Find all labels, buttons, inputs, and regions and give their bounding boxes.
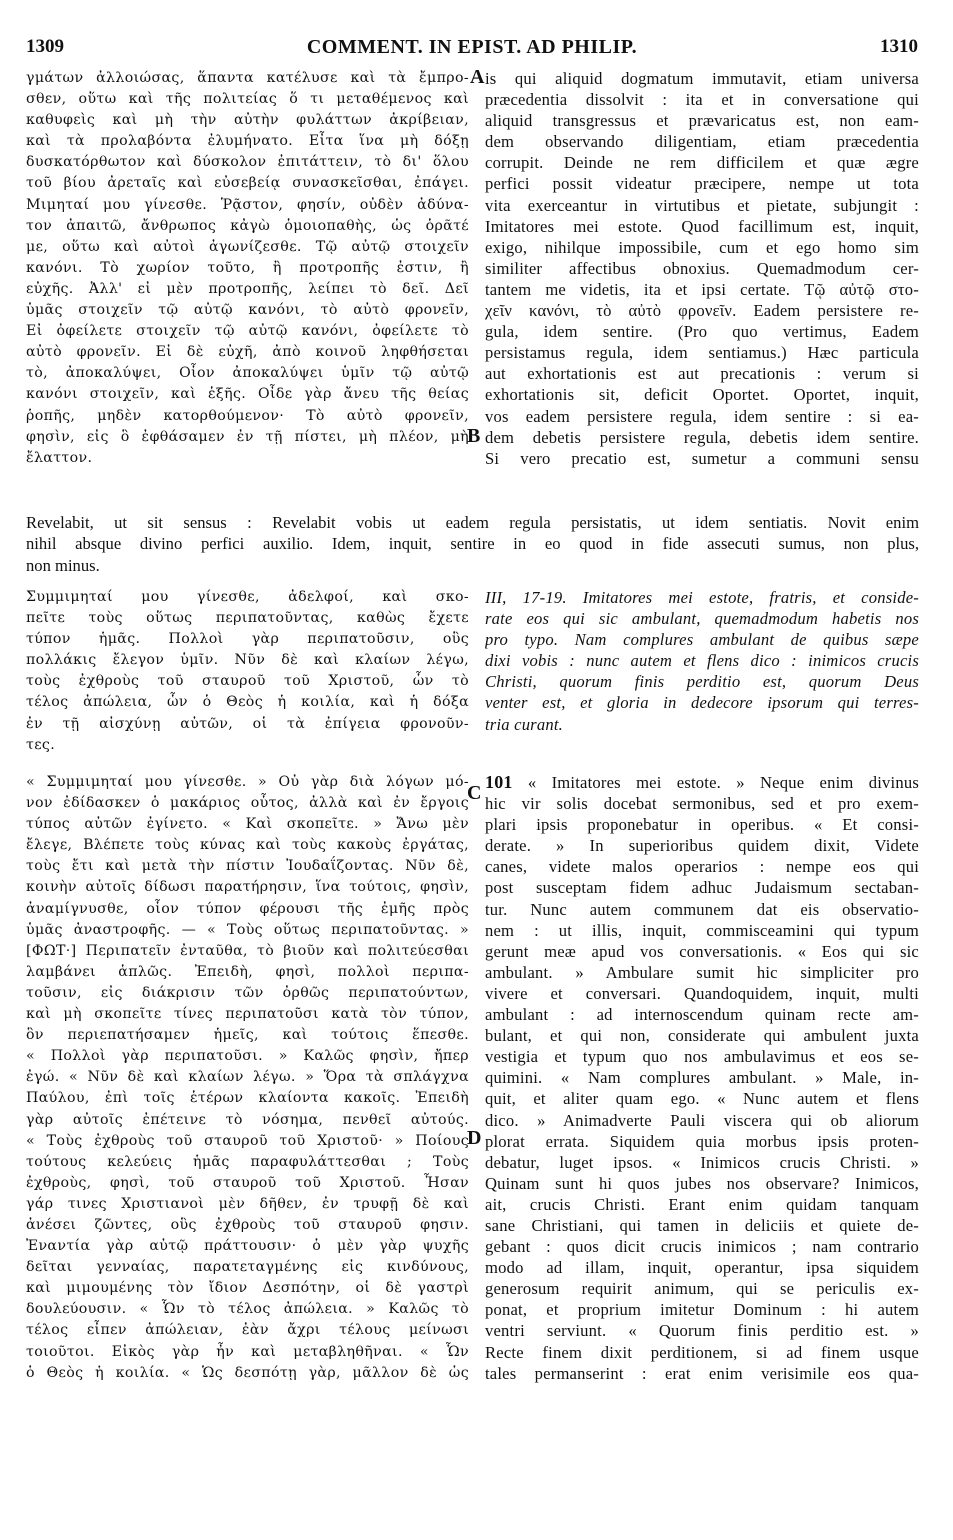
- latin-line: gerunt meæ apud vos conversationis. « Eos qui sic: [485, 941, 919, 961]
- scripture-latin-line: III, 17-19. Imitatores mei estote, fratris, et conside-: [485, 588, 919, 607]
- greek-line: Μιμηταί μου γίνεσθε. Ῥᾷστον, φησίν, οὐδὲν ἀδύνα-: [26, 196, 469, 213]
- latin-line: hic vir solis docebat sermonibus, sed et pro exem-: [485, 794, 919, 814]
- scripture-greek: [26, 587, 469, 756]
- greek-line: καὶ τὰ προλαβόντα ἐλυμήνατο. Εἶτα ἵνα μὴ δόξῃ: [26, 133, 469, 150]
- scripture-greek-line: τύπον ἡμᾶς. Πολλοὶ γὰρ περιπατοῦσιν, οὓς: [26, 631, 469, 648]
- text-line: non minus.: [26, 555, 100, 575]
- page: [26, 0, 926, 1540]
- latin-line: Si vero precatio est, sumetur a communi sensu: [485, 448, 919, 468]
- greek-line: κοινὴν αὐτοῖς δίδωσι παρατήρησιν, ἵνα τούτοις, φησὶν,: [26, 879, 469, 896]
- margin-marker-c: C: [467, 782, 482, 804]
- greek-line: κανόνι στοιχεῖν, καὶ ἑξῆς. Οἶδε γὰρ ἄνευ τῆς θείας: [26, 386, 469, 403]
- scripture-latin-line: Christi, quorum finis perditio est, quorum Deus: [485, 672, 919, 692]
- greek-line: τοῦ βίου ἀρεταῖς καὶ εὐσεβείᾳ συνασκεῖσθαι, ἐπάγει.: [26, 175, 469, 192]
- greek-line: ἀναμίγνυσθε, οἷον τύπον φέρουσι τῆς ἐμῆς πρὸς: [26, 900, 469, 917]
- latin-line: ait, crucis Christi. Erant enim quidam tanquam: [485, 1194, 919, 1214]
- scripture-greek-line: Συμμιμηταί μου γίνεσθε, ἀδελφοί, καὶ σκο-: [26, 589, 469, 605]
- section-first-text: « Imitatores mei estote. » Neque enim divinus: [527, 773, 919, 792]
- latin-line: χεῖν κανόνι, τὸ αὐτὸ φρονεῖν. Eadem persistere re-: [485, 301, 919, 321]
- greek-line: δυσκατόρθωτον καὶ δύσκολον ἐπιτάττειν, τὸ δι' ὅλου: [26, 154, 469, 171]
- greek-line: [ΦΩΤ·] Περιπατεῖν ἐνταῦθα, τὸ βιοῦν καὶ πολιτεύεσθαι: [26, 942, 469, 959]
- latin-line: quimini. « Nam complures ambulant. » Male, in-: [485, 1068, 919, 1088]
- greek-line: τέλος εἶπεν ἀπώλειαν, ἐὰν ἄχρι τέλους μείνωσι: [26, 1322, 469, 1339]
- latin-line: dem debetis persistere regula, debetis idem sentire.: [485, 427, 919, 447]
- latin-line: exhortationis sit, deficit Oportet. Oportet, inquit,: [485, 385, 919, 405]
- greek-column-block-1: [26, 68, 469, 469]
- greek-line: ὁ Θεὸς ἡ κοιλία. « Ὡς δεσπότῃ γὰρ, μᾶλλον δὲ ὡς: [26, 1364, 469, 1381]
- latin-column-block-2: [485, 772, 919, 1384]
- scripture-greek-line: πολλάκις ἔλεγον ὑμῖν. Νῦν δὲ καὶ κλαίων λέγω,: [26, 652, 469, 669]
- scripture-latin-line: pro typo. Nam complures ambulant de quibus sæpe: [485, 630, 919, 650]
- greek-line: δουλεύουσιν. « Ὧν τὸ τέλος ἀπώλεια. » Καλῶς τὸ: [26, 1301, 469, 1318]
- latin-line: gula, idem sentire. (Pro quo vertimus, Eadem: [485, 322, 919, 342]
- latin-line: similiter affectibus obnoxius. Quemadmodum cer-: [485, 258, 919, 278]
- latin-line: ambulant. » Ambulare sumit hic simpliciter pro: [485, 962, 919, 982]
- scripture-latin-line: venter est, et gloria in dedecore ipsorum qui terres-: [485, 693, 919, 713]
- greek-line: τὸ, ἀποκαλύψει, Οἷον ἀποκαλύψει ὑμῖν τῷ αὐτῷ: [26, 365, 469, 382]
- greek-line: Παύλου, ἐπὶ τοῖς ἑτέρων κλαίοντα κακοῖς. Ἐπειδὴ: [26, 1090, 469, 1107]
- greek-line: τοιοῦτοι. Εἰκὸς γὰρ ἦν καὶ μεταβληθῆναι. « Ὧν: [26, 1343, 469, 1360]
- latin-line: dico. » Animadverte Pauli viscera qui ob aliorum: [485, 1110, 919, 1130]
- latin-line: persistamus regula, idem sentiamus.) Hæc particula: [485, 343, 919, 363]
- scripture-latin: [485, 587, 919, 735]
- greek-line: τούτους κελεύεις ἡμᾶς παραφυλάττεσθαι ; Τοὺς: [26, 1153, 469, 1170]
- latin-line: tur. Nunc autem communem dat eis observatio-: [485, 899, 919, 919]
- greek-line: τοὺς ἔτι καὶ μετὰ τὴν πίστιν Ἰουδαΐζοντας. Νῦν δὲ,: [26, 858, 469, 875]
- section-number: 101: [485, 772, 513, 792]
- latin-line: vestigia et typum quo nos ambulavimus et eos se-: [485, 1047, 919, 1067]
- latin-line: perfici possit videatur præcipere, nempe ut tota: [485, 174, 919, 194]
- scripture-greek-line: τέλος ἀπώλεια, ὧν ὁ Θεὸς ἡ κοιλία, καὶ ἡ δόξα: [26, 694, 469, 711]
- full-width-paragraph: [26, 512, 919, 576]
- greek-column-block-2: [26, 772, 469, 1384]
- section-first-line: [485, 772, 919, 793]
- greek-line: τον ἀπαιτῶ, ἄνθρωπος κἀγὼ ὁμοιοπαθὴς, ὡς ὁρᾶτέ: [26, 217, 469, 234]
- greek-line: καὶ μὴ σκοπεῖτε τίνες περιπατοῦσι κατὰ τὸν τύπον,: [26, 1006, 469, 1023]
- latin-line: nem : ut illis, inquit, commisceamini qui typum: [485, 920, 919, 940]
- latin-line: Imitatores mei estote. Quod facillimum est, inquit,: [485, 216, 919, 236]
- latin-line: vos eadem persistere regula, idem sentire : si ea-: [485, 406, 919, 426]
- greek-line: φησὶν, εἰς ὃ ἐφθάσαμεν ἐν τῇ πίστει, μὴ πλέον, μὴ: [26, 428, 469, 445]
- latin-line: aliquid transgressus et prævaricatus est, non eam-: [485, 111, 919, 131]
- greek-line: ῥοπῆς, μηδὲν κατορθούμενον· Τὸ αὐτὸ φρονεῖν,: [26, 407, 469, 424]
- margin-marker-a: A: [470, 66, 485, 88]
- latin-line: Quinam sunt hi quos jubes nos observare? Inimicos,: [485, 1173, 919, 1193]
- latin-line: canes, videte malos operarios : nempe eos qui: [485, 857, 919, 877]
- scripture-greek-line: πεῖτε τοὺς οὕτως περιπατοῦντας, καθὼς ἔχετε: [26, 610, 469, 627]
- latin-line: corrupit. Deinde ne rem difficilem et quæ ægre: [485, 153, 919, 173]
- greek-line: λαμβάνει ἁπλῶς. Ἐπειδὴ, φησὶ, πολλοὶ περιπα-: [26, 963, 469, 980]
- latin-line: Recte finem dixit perditionem, si ad finem usque: [485, 1342, 919, 1362]
- latin-line: bulant, et qui non, considerate qui ambulent juxta: [485, 1026, 919, 1046]
- latin-line: ambulant : ad internoscendum quinam recte am-: [485, 1005, 919, 1025]
- greek-line: εὐχῆς. Ἀλλ' εἰ μὲν προτροπῆς, λείπει τὸ δεῖ. Δεῖ: [26, 280, 469, 297]
- margin-marker-d: D: [467, 1127, 482, 1149]
- greek-line: ὑμᾶς στοιχεῖν τῷ αὐτῷ κανόνι, τὸ αὐτὸ φρονεῖν,: [26, 302, 469, 319]
- running-header: [26, 36, 918, 62]
- latin-line: gebant : quos dicit crucis inimicos ; nam contrario: [485, 1237, 919, 1257]
- greek-line: ὑμᾶς ἀναστροφῆς. — « Τοὺς οὕτως περιπατοῦντας. »: [26, 921, 469, 938]
- latin-column-block-1: [485, 68, 919, 469]
- scripture-latin-line: dixi vobis : nunc autem et flens dico : inimicos crucis: [485, 651, 919, 671]
- greek-line: καὶ μιμουμένης τὸν ἴδιον Δεσπότην, οἱ δὲ γαστρὶ: [26, 1280, 469, 1297]
- greek-line: με, οὕτω καὶ αὐτοὶ ἀγωνίζεσθε. Τῷ αὐτῷ στοιχεῖν: [26, 238, 469, 255]
- latin-line: vivere et conversari. Quandoquidem, inquit, multi: [485, 983, 919, 1003]
- latin-line: derate. » In superioribus quidem dixit, Videte: [485, 836, 919, 856]
- latin-line: debatur, luget ipsos. « Inimicos crucis Christi. »: [485, 1152, 919, 1172]
- scripture-greek-line: τες.: [26, 736, 56, 753]
- latin-line: ventri serviunt. « Quorum finis perditio est. »: [485, 1321, 919, 1341]
- greek-line: « Πολλοὶ γὰρ περιπατοῦσι. » Καλῶς φησὶν, ἤπερ: [26, 1048, 469, 1065]
- latin-line: tales permanserint : erat enim verisimile eos qua-: [485, 1363, 919, 1383]
- greek-line: γμάτων ἀλλοιώσας, ἅπαντα κατέλυσε καὶ τὰ ἔμπρο-: [26, 70, 469, 86]
- greek-line: ἐχθροὺς, φησὶ, τοῦ σταυροῦ τοῦ Χριστοῦ. Ἦσαν: [26, 1174, 469, 1191]
- greek-line: καθυφεὶς καὶ μὴ τὴν αὐτὴν φυλάττων ἀκρίβειαν,: [26, 112, 469, 129]
- greek-line: « Τοὺς ἐχθροὺς τοῦ σταυροῦ τοῦ Χριστοῦ· » Ποίους: [26, 1132, 469, 1149]
- latin-line: tantem me videtis, ita et ipsi certate. Τῷ αὐτῷ στο-: [485, 279, 919, 299]
- latin-line: quit, et aliter quam ego. « Nunc autem et flens: [485, 1089, 919, 1109]
- greek-line: « Συμμιμηταί μου γίνεσθε. » Οὐ γὰρ διὰ λόγων μό-: [26, 774, 469, 790]
- greek-line: δεῖται γενναίας, παρατεταγμένης εἰς κινδύνους,: [26, 1259, 469, 1276]
- latin-line: modo ad illam, inquit, operantur, ipsa siquidem: [485, 1258, 919, 1278]
- latin-line: exigo, nihilque impossibile, cum et ego homo sim: [485, 237, 919, 257]
- greek-line: Ἐναντία γὰρ αὐτῷ πράττουσιν· ὁ μὲν γὰρ ψυχῆς: [26, 1238, 469, 1255]
- latin-line: sane Christiani, qui tamen in deliciis et quiete de-: [485, 1215, 919, 1235]
- greek-line: κανόνι. Τὸ χωρίον τοῦτο, ἢ προτροπῆς ἐστιν, ἢ: [26, 259, 469, 276]
- scripture-latin-line: rate eos qui sic ambulant, quemadmodum habetis nos: [485, 609, 919, 629]
- scripture-greek-line: τοὺς ἐχθροὺς τοῦ σταυροῦ τοῦ Χριστοῦ, ὧν τὸ: [26, 673, 469, 690]
- greek-line: Εἰ ὀφείλετε στοιχεῖν τῷ αὐτῷ κανόνι, ὀφείλετε τὸ: [26, 323, 469, 340]
- page-number-left: 1309: [26, 36, 64, 57]
- running-title: COMMENT. IN EPIST. AD PHILIP.: [306, 36, 638, 58]
- text-line: nihil absque divino perfici auxilio. Idem, inquit, sentire in eo quod in fide assecuti sumus, non plus,: [26, 534, 919, 554]
- greek-line: ἐγώ. « Νῦν δὲ καὶ κλαίων λέγω. » Ὅρα τὰ σπλάγχνα: [26, 1069, 469, 1086]
- latin-line: ponat, et proprium imitetur Dominum : hi autem: [485, 1300, 919, 1320]
- greek-line: αὐτὸ φρονεῖν. Εἰ δὲ εὐχῆ, ἀπὸ κοινοῦ ληφθήσεται: [26, 344, 469, 361]
- greek-line: ἔλεγε, Βλέπετε τοὺς κύνας καὶ τοὺς κακοὺς ἐργάτας,: [26, 837, 469, 854]
- latin-line: præcedentia dissolvit : ita et in conversatione qui: [485, 90, 919, 110]
- greek-line: ἀνέσει ζῶντες, οὓς ἐχθροὺς τοῦ σταυροῦ φησιν.: [26, 1216, 469, 1233]
- greek-line: γὰρ αὐτοῖς ἐπέτεινε τὸ νόσημα, πενθεῖ αὐτούς.: [26, 1111, 469, 1128]
- latin-line: plari ipsis proponebatur in operibus. « Et consi-: [485, 815, 919, 835]
- greek-line: τύπος αὐτῶν ἐγίνετο. « Καὶ σκοπεῖτε. » Ἄνω μὲν: [26, 816, 469, 833]
- latin-line: is qui aliquid dogmatum immutavit, etiam universa: [485, 69, 919, 88]
- greek-line: γάρ τινες Χριστιανοὶ μὲν δῆθεν, ἐν τρυφῇ δὲ καὶ: [26, 1195, 469, 1212]
- greek-line: τοῦσιν, εἰς διάκρισιν τῶν ὀρθῶς περιπατούντων,: [26, 984, 469, 1001]
- latin-line: generosum requirit animum, qui se periculis ex-: [485, 1279, 919, 1299]
- greek-line: νον ἐδίδασκεν ὁ μακάριος οὗτος, ἀλλὰ καὶ ἐν ἔργοις: [26, 795, 469, 812]
- latin-line: vita exerceantur in virtutibus et pietate, subjungit :: [485, 195, 919, 215]
- page-number-right: 1310: [880, 36, 918, 57]
- latin-line: dem observando diligentiam, etiam præcedentia: [485, 132, 919, 152]
- latin-line: plorat errata. Siquidem quia morbus ipsis proten-: [485, 1131, 919, 1151]
- latin-line: post susceptam fidem adhuc Judaismum sectaban-: [485, 878, 919, 898]
- greek-line: σθεν, οὕτω καὶ τῆς πολιτείας ὅ τι μεταθέμενος καὶ: [26, 91, 469, 108]
- scripture-greek-line: ἐν τῇ αἰσχύνῃ αὐτῶν, οἱ τὰ ἐπίγεια φρονοῦν-: [26, 715, 469, 732]
- text-line: Revelabit, ut sit sensus : Revelabit vobis ut eadem regula persistatis, ut idem sentiatis. Novit enim: [26, 513, 919, 532]
- greek-line: ὃν περιεπατήσαμεν ἡμεῖς, καὶ τούτοις ἕπεσθε.: [26, 1027, 469, 1044]
- greek-line: ἔλαττον.: [26, 449, 93, 466]
- latin-line: aut exhortationis est aut precationis : verum si: [485, 364, 919, 384]
- scripture-latin-line: tria curant.: [485, 714, 563, 734]
- margin-marker-b: B: [467, 425, 481, 447]
